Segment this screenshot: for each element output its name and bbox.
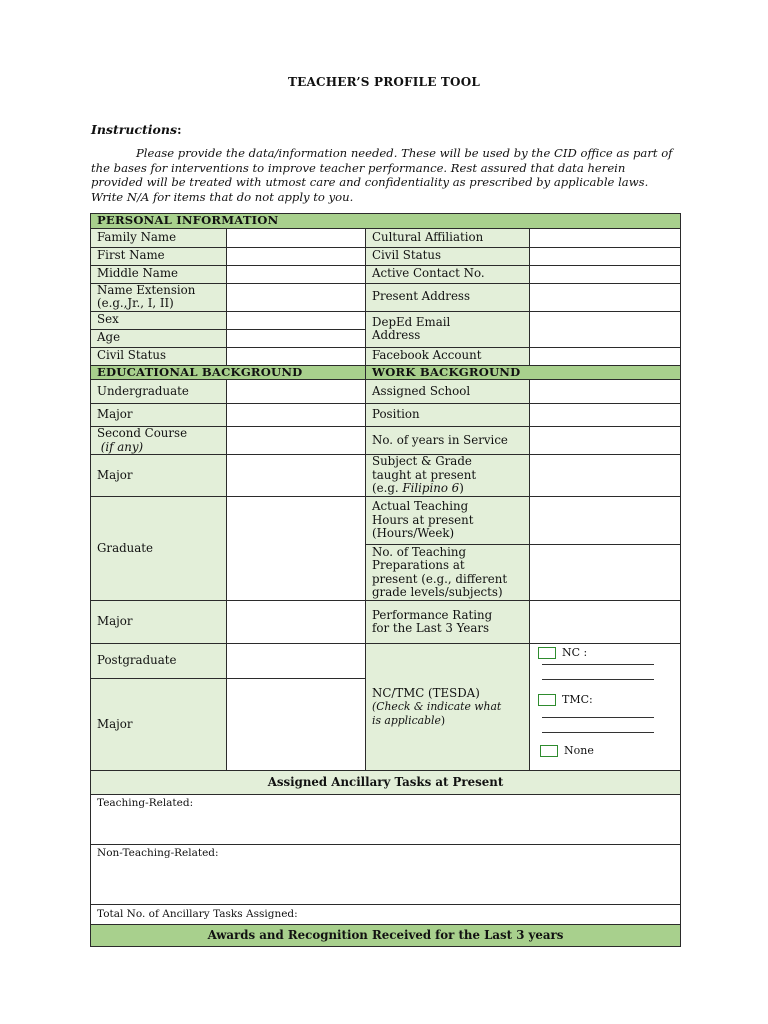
nc-tmc-note (372, 700, 501, 727)
years-service-field[interactable] (530, 427, 681, 455)
family-name-field[interactable] (227, 228, 366, 247)
page-title: TEACHER’S PROFILE TOOL (287, 75, 480, 89)
nc-tmc-label (366, 644, 530, 771)
email-line2: Address (372, 328, 421, 342)
teaching-related-field[interactable] (91, 795, 681, 845)
teaching-hours-label (366, 497, 530, 545)
cultural-affiliation-label: Cultural Affiliation (366, 228, 530, 247)
first-name-field[interactable] (227, 247, 366, 265)
instructions-heading (91, 122, 182, 137)
tmc-option-label: TMC: (562, 693, 593, 706)
undergraduate-field[interactable] (227, 380, 366, 404)
sex-label: Sex (91, 311, 227, 329)
tmc-line-2[interactable] (542, 723, 654, 733)
nc-line-2[interactable] (542, 670, 654, 680)
assigned-school-field[interactable] (530, 380, 681, 404)
subject-line3c: ) (459, 481, 464, 496)
major-label-4: Major (91, 678, 227, 770)
name-extension-label (91, 283, 227, 311)
subject-grade-field[interactable] (530, 455, 681, 497)
nc-option-label: NC : (562, 646, 588, 659)
hours-line1: Actual Teaching (372, 499, 469, 514)
tmc-line-1[interactable] (542, 708, 654, 718)
major-label-2: Major (91, 455, 227, 497)
years-service-label: No. of years in Service (366, 427, 530, 455)
contact-label: Active Contact No. (366, 265, 530, 283)
subject-line3b: Filipino 6 (402, 481, 460, 496)
nc-note-line1: (Check & indicate what (372, 700, 502, 714)
profile-form-table (90, 213, 681, 947)
ancillary-tasks-header: Assigned Ancillary Tasks at Present (91, 771, 681, 795)
contact-field[interactable] (530, 265, 681, 283)
civil-status-right-label: Civil Status (366, 247, 530, 265)
major-field-3[interactable] (227, 601, 366, 644)
position-label: Position (366, 404, 530, 427)
tmc-option (538, 693, 593, 707)
name-ext-hint: (e.g.,Jr., I, II) (97, 296, 174, 310)
total-ancillary-label: Total No. of Ancillary Tasks Assigned: (97, 907, 298, 920)
facebook-field[interactable] (530, 347, 681, 365)
middle-name-label: Middle Name (91, 265, 227, 283)
second-course-text: Second Course (97, 426, 188, 440)
nc-tmc-options-wrap (536, 646, 674, 770)
deped-email-field[interactable] (530, 311, 681, 347)
performance-rating-label (366, 601, 530, 644)
middle-name-field[interactable] (227, 265, 366, 283)
name-ext-text: Name Extension (97, 282, 196, 297)
present-address-label: Present Address (366, 283, 530, 311)
civil-status-label: Civil Status (91, 347, 227, 365)
educational-background-header: EDUCATIONAL BACKGROUND (91, 365, 366, 380)
preps-line2: Preparations at (372, 558, 465, 572)
if-any-text: (if any) (100, 439, 144, 454)
facebook-label: Facebook Account (366, 347, 530, 365)
hours-line3: (Hours/Week) (372, 526, 455, 541)
undergraduate-label: Undergraduate (91, 380, 227, 404)
deped-email-label (366, 311, 530, 347)
subject-line2: taught at present (372, 467, 477, 482)
preps-line3: present (e.g., different (372, 571, 508, 586)
postgraduate-label: Postgraduate (91, 644, 227, 679)
preps-line4: grade levels/subjects) (372, 585, 503, 599)
personal-info-header: PERSONAL INFORMATION (91, 214, 681, 229)
instructions-body: Please provide the data/information needed. These will be used by the CID office as part of the bases for interventions to improve teacher performance. Rest assured that data herein provided will be treated with utmost care and confidentiality as prescribed by applicable laws. Write N/A for items that do not apply to you. (91, 146, 673, 204)
work-background-header: WORK BACKGROUND (366, 365, 681, 380)
present-address-field[interactable] (530, 283, 681, 311)
non-teaching-related-field[interactable] (91, 845, 681, 905)
nc-note-line2: is applicable (372, 713, 441, 727)
first-name-label: First Name (91, 247, 227, 265)
instructions-colon: : (177, 122, 182, 137)
postgraduate-field[interactable] (227, 644, 366, 679)
position-field[interactable] (530, 404, 681, 427)
subject-grade-label (366, 455, 530, 497)
tmc-checkbox[interactable] (538, 694, 556, 706)
second-course-label (91, 427, 227, 455)
major-field-2[interactable] (227, 455, 366, 497)
performance-rating-field[interactable] (530, 601, 681, 644)
teaching-related-label: Teaching-Related: (97, 797, 194, 809)
hours-line2: Hours at present (372, 512, 474, 527)
sex-field[interactable] (227, 311, 366, 329)
teaching-preparations-label (366, 545, 530, 601)
non-teaching-related-label: Non-Teaching-Related: (97, 847, 219, 859)
teaching-preparations-field[interactable] (530, 545, 681, 601)
preps-line1: No. of Teaching (372, 544, 467, 559)
civil-status-field[interactable] (227, 347, 366, 365)
nc-line-1[interactable] (542, 655, 654, 665)
name-extension-field[interactable] (227, 283, 366, 311)
age-field[interactable] (227, 329, 366, 347)
age-label: Age (91, 329, 227, 347)
family-name-label: Family Name (91, 228, 227, 247)
rating-line2: for the Last 3 Years (372, 621, 490, 635)
subject-line1: Subject & Grade (372, 454, 472, 469)
major-field-4[interactable] (227, 678, 366, 770)
cultural-affiliation-field[interactable] (530, 228, 681, 247)
awards-header: Awards and Recognition Received for the Last 3 years (91, 925, 681, 947)
major-label-3: Major (91, 601, 227, 644)
graduate-field[interactable] (227, 497, 366, 601)
graduate-label: Graduate (91, 497, 227, 601)
assigned-school-label: Assigned School (366, 380, 530, 404)
none-checkbox[interactable] (540, 745, 558, 757)
email-line1: DepEd Email (372, 314, 451, 329)
rating-line1: Performance Rating (372, 607, 493, 622)
nc-tmc-options (530, 644, 681, 771)
civil-status-right-field[interactable] (530, 247, 681, 265)
subject-line3a: (e.g. (372, 481, 403, 496)
teaching-hours-field[interactable] (530, 497, 681, 545)
total-ancillary-field[interactable] (91, 905, 681, 925)
none-option (540, 744, 594, 758)
major-label-1: Major (91, 404, 227, 427)
nc-note-paren: ) (440, 713, 446, 727)
major-field-1[interactable] (227, 404, 366, 427)
nc-tmc-text: NC/TMC (TESDA) (372, 685, 480, 700)
instructions-heading-text: Instructions (91, 122, 178, 137)
none-option-label: None (564, 744, 594, 757)
second-course-field[interactable] (227, 427, 366, 455)
